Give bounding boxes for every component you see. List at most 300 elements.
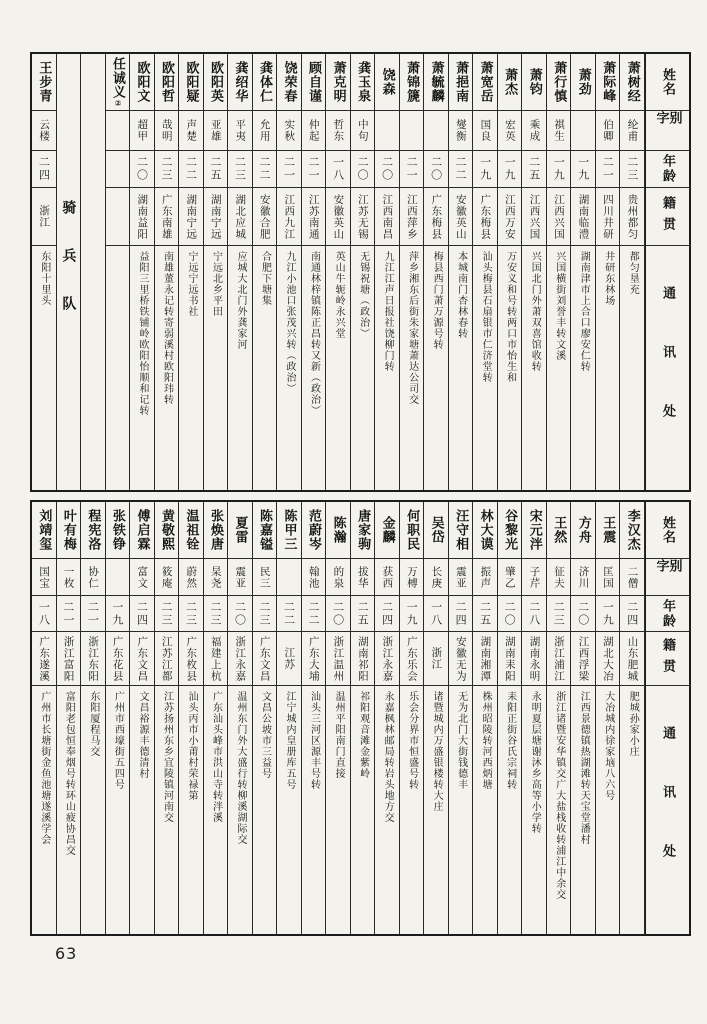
person-name-text: 何职民	[404, 509, 420, 551]
native-place: 湖南宁远	[179, 188, 203, 246]
contact-address: 本城南门杏林春转	[455, 251, 467, 339]
person-name	[302, 54, 326, 111]
courtesy-name: 宏英	[498, 111, 522, 151]
courtesy-name: 民三	[253, 559, 277, 596]
contact-address	[106, 246, 130, 490]
age-value: 二一	[400, 151, 424, 188]
native-place: 浙江永嘉	[375, 632, 399, 686]
person-name-text: 张焕唐	[207, 509, 223, 551]
header-address-label: 通讯处	[660, 726, 675, 903]
person-column	[130, 54, 155, 490]
person-name	[351, 54, 375, 111]
age-value: 二四	[375, 596, 399, 632]
courtesy-name: 一枚	[57, 559, 81, 596]
contact-address: 株州昭陵转河西炳塘	[480, 691, 492, 790]
native-place: 广东枚县	[179, 632, 203, 686]
header-address-label: 通讯处	[660, 286, 675, 463]
person-name-text: 范蔚岑	[306, 509, 322, 551]
native-place: 山东肥城	[620, 632, 644, 686]
person-name	[498, 54, 522, 111]
courtesy-name: 实秋	[277, 111, 301, 151]
native-place: 湖南宁远	[204, 188, 228, 246]
person-column	[326, 502, 351, 934]
native-place: 江西万安	[498, 188, 522, 246]
person-column	[81, 54, 106, 490]
contact-address: 浙江诸暨安华镇交广大盐栈收转浦江中余交	[553, 691, 565, 900]
contact-address: 南通林梓镇陈正昌转又新（政治）	[308, 251, 320, 416]
age-value: 二五	[522, 151, 546, 188]
person-column	[375, 502, 400, 934]
courtesy-name: 纶甫	[620, 111, 644, 151]
courtesy-name: 云楼	[32, 111, 56, 151]
age-value: 二〇	[228, 596, 252, 632]
person-name	[620, 54, 644, 111]
courtesy-name: 匡国	[596, 559, 620, 596]
person-name-text: 宋元泮	[526, 509, 542, 551]
contact-address: 耒阳正街谷氏宗祠转	[504, 691, 516, 790]
person-name-text: 傅启霖	[134, 509, 150, 551]
person-column	[179, 502, 204, 934]
person-name-text: 龚体仁	[257, 61, 273, 103]
person-column	[351, 54, 376, 490]
courtesy-name: 国良	[473, 111, 497, 151]
person-column	[253, 502, 278, 934]
person-name	[522, 54, 546, 111]
contact-address: 宁远北乡平田	[210, 251, 222, 317]
person-name-text: 任诚义	[109, 56, 125, 99]
courtesy-name: 协仁	[81, 559, 105, 596]
courtesy-name	[375, 111, 399, 151]
age-value: 二四	[130, 596, 154, 632]
courtesy-name: 哲东	[326, 111, 350, 151]
person-name-text: 萧杰	[502, 68, 518, 96]
age-value: 二二	[449, 151, 473, 188]
person-name-text: 张铁铮	[109, 509, 125, 551]
native-place: 福建上杭	[204, 632, 228, 686]
contact-address: 乐会分界市恒盛号转	[406, 691, 418, 790]
person-column	[81, 502, 106, 934]
age-value: 二三	[547, 596, 571, 632]
contact-address: 汕头丙市小莆村荣禄第	[185, 691, 197, 801]
contact-address: 江苏扬州东乡宜陵镇河南交	[161, 691, 173, 823]
person-name-text: 欧阳哲	[158, 61, 174, 103]
age-value: 一九	[547, 151, 571, 188]
person-name	[400, 502, 424, 559]
person-name	[32, 502, 56, 559]
person-column	[571, 502, 596, 934]
contact-address: 祁阳观音滩金紫岭	[357, 691, 369, 779]
contact-address: 广东汕头峰市洪山寺转泮溪	[210, 691, 222, 823]
person-name	[204, 54, 228, 111]
native-place: 安徽合肥	[253, 188, 277, 246]
contact-address: 东阳十里头	[38, 251, 50, 306]
person-column	[277, 502, 302, 934]
age-value: 二三	[228, 151, 252, 188]
header-native-place-label: 籍贯	[646, 632, 689, 686]
person-name-text: 萧树经	[624, 61, 640, 103]
native-place	[106, 188, 130, 246]
person-name-text: 温祖铨	[183, 509, 199, 551]
person-name-text: 萧钧	[526, 68, 542, 96]
person-name-text: 程宪洛	[85, 509, 101, 551]
person-name-text: 萧宽岳	[477, 61, 493, 103]
contact-address: 温州东门外大盛行转柳溪湖际交	[235, 691, 246, 845]
person-name	[449, 54, 473, 111]
person-column	[400, 502, 425, 934]
person-column	[326, 54, 351, 490]
person-name	[449, 502, 473, 559]
person-name-text: 龚绍华	[232, 61, 248, 103]
person-name	[424, 54, 448, 111]
contact-address: 梅县西门萧万源号转	[431, 251, 443, 350]
person-name	[375, 502, 399, 559]
courtesy-name: 拔华	[351, 559, 375, 596]
person-name-text: 夏雷	[232, 516, 248, 544]
contact-address: 汕头梅县石扇银市仁济堂转	[480, 251, 492, 383]
age-value: 二一	[277, 151, 301, 188]
courtesy-name: 国宝	[32, 559, 56, 596]
person-name	[253, 54, 277, 111]
field-header-column	[645, 54, 689, 490]
age-value: 一九	[473, 151, 497, 188]
native-place: 广东乐会	[400, 632, 424, 686]
person-name-text: 叶有梅	[60, 509, 76, 551]
person-column	[571, 54, 596, 490]
age-value: 二〇	[351, 151, 375, 188]
person-name-text: 刘靖玺	[36, 509, 52, 551]
person-name	[571, 502, 595, 559]
person-column	[473, 54, 498, 490]
person-name	[473, 502, 497, 559]
person-name-text: 黄敬熙	[158, 509, 174, 551]
native-place: 江西九江	[277, 188, 301, 246]
age-value: 二五	[351, 596, 375, 632]
header-age-label: 年龄	[646, 151, 689, 188]
native-place: 湖北应城	[228, 188, 252, 246]
native-place: 广东文昌	[130, 632, 154, 686]
courtesy-name: 富文	[130, 559, 154, 596]
courtesy-name: 济川	[571, 559, 595, 596]
contact-address: 文昌公坡市三益号	[259, 691, 271, 779]
contact-address: 永嘉枫林邮局转岩头地方交	[382, 691, 394, 823]
contact-address: 广州市西壕街五四号	[112, 691, 124, 790]
native-place: 浙江富阳	[57, 632, 81, 686]
courtesy-name: 的泉	[326, 559, 350, 596]
person-name	[571, 54, 595, 111]
person-name	[228, 54, 252, 111]
courtesy-name: 翰池	[302, 559, 326, 596]
person-name-text: 陈嘉镒	[257, 509, 273, 551]
person-name-text: 萧毓麟	[428, 61, 444, 103]
person-column	[351, 502, 376, 934]
age-value: 一八	[32, 596, 56, 632]
age-value: 二一	[302, 151, 326, 188]
contact-address: 东阳厦程马交	[87, 691, 99, 757]
person-column	[620, 502, 645, 934]
native-place: 安徽英山	[449, 188, 473, 246]
native-place: 浙江浦江	[547, 632, 571, 686]
section-label: 骑兵队	[60, 200, 77, 344]
person-name-text: 金麟	[379, 516, 395, 544]
person-name-text: 龚玉泉	[355, 61, 371, 103]
age-value: 二三	[155, 151, 179, 188]
contact-address: 英山牛轭岭永兴堂	[333, 251, 345, 339]
courtesy-name: 征夫	[547, 559, 571, 596]
person-name	[228, 502, 252, 559]
person-name-text: 陈瀚	[330, 516, 346, 544]
age-value: 二〇	[375, 151, 399, 188]
person-column	[106, 502, 131, 934]
native-place: 江西兴国	[547, 188, 571, 246]
person-name	[547, 54, 571, 111]
person-name-text: 谷黎光	[502, 509, 518, 551]
contact-address: 井研东林场	[602, 251, 614, 306]
header-courtesy-name-label: 别字	[646, 111, 689, 151]
contact-address: 富阳老包恒奉烟号转环山疲协昌交	[63, 691, 75, 856]
person-name	[277, 54, 301, 111]
contact-address: 兴国北门外萧双喜馆收转	[529, 251, 541, 372]
age-value: 二〇	[130, 151, 154, 188]
contact-address: 九江小池口张茂兴转（政治）	[284, 251, 296, 394]
footnote-marker: ②	[113, 98, 123, 108]
person-name-text: 汪守相	[453, 509, 469, 551]
person-name-text: 萧锦篪	[404, 61, 420, 103]
person-column	[253, 54, 278, 490]
person-name-text: 萧劲	[575, 68, 591, 96]
person-column	[547, 502, 572, 934]
courtesy-name: 哉明	[155, 111, 179, 151]
person-name-text: 方舟	[575, 516, 591, 544]
courtesy-name: 平夷	[228, 111, 252, 151]
contact-address: 大冶城内徐家垴八六号	[602, 691, 614, 801]
native-place: 广东大埔	[302, 632, 326, 686]
age-value: 一九	[400, 596, 424, 632]
courtesy-name: 声楚	[179, 111, 203, 151]
person-name	[32, 54, 56, 111]
native-place: 安徽无为	[449, 632, 473, 686]
native-place: 广东南雄	[155, 188, 179, 246]
person-name	[498, 502, 522, 559]
person-column	[130, 502, 155, 934]
courtesy-name	[106, 111, 130, 151]
person-name-text: 萧挹南	[453, 61, 469, 103]
native-place: 江西萍乡	[400, 188, 424, 246]
person-column	[547, 54, 572, 490]
native-place: 浙江永嘉	[228, 632, 252, 686]
person-column	[620, 54, 645, 490]
person-name	[424, 502, 448, 559]
person-name-text: 吴岱	[428, 516, 444, 544]
native-place: 浙江温州	[326, 632, 350, 686]
person-column	[57, 502, 82, 934]
courtesy-name: 震亚	[449, 559, 473, 596]
courtesy-name	[424, 111, 448, 151]
person-name	[57, 502, 81, 559]
native-place: 江苏江都	[155, 632, 179, 686]
person-column	[522, 54, 547, 490]
age-value: 二五	[473, 596, 497, 632]
native-place: 广东梅县	[473, 188, 497, 246]
person-name-text: 王震	[600, 516, 616, 544]
contact-address: 兴国横街刘誉丰转文溪	[553, 251, 565, 361]
roster-table-lower	[30, 500, 691, 936]
person-column	[424, 502, 449, 934]
contact-address: 九江江声日报社饶柳门转	[382, 251, 394, 372]
person-name	[375, 54, 399, 111]
native-place: 江苏	[277, 632, 301, 686]
person-name	[277, 502, 301, 559]
native-place: 湖南益阳	[130, 188, 154, 246]
contact-address: 文昌裕源丰德清村	[136, 691, 148, 779]
courtesy-name: 蔚然	[179, 559, 203, 596]
native-place: 贵州都匀	[620, 188, 644, 246]
age-value	[106, 151, 130, 188]
age-value: 一九	[498, 151, 522, 188]
person-name-text: 林大谟	[477, 509, 493, 551]
courtesy-name: 筱庵	[155, 559, 179, 596]
age-value: 二五	[204, 151, 228, 188]
age-value: 二四	[620, 596, 644, 632]
age-value: 二〇	[498, 596, 522, 632]
person-name	[106, 54, 130, 111]
person-name	[620, 502, 644, 559]
person-name	[596, 502, 620, 559]
header-name-label: 姓名	[646, 502, 689, 559]
person-name-text: 饶森	[379, 68, 395, 96]
contact-address: 湖南津市上合口廖安仁转	[578, 251, 590, 372]
courtesy-name: 震亚	[228, 559, 252, 596]
person-name-text: 饶荣春	[281, 61, 297, 103]
header-name-label: 姓名	[646, 54, 689, 111]
native-place: 四川井研	[596, 188, 620, 246]
person-name	[179, 54, 203, 111]
contact-address: 诸暨城内万盛银楼转大庄	[431, 691, 443, 812]
person-name-text: 唐家驹	[355, 509, 371, 551]
native-place: 江西南昌	[375, 188, 399, 246]
age-value: 二一	[57, 596, 81, 632]
age-value: 一九	[571, 151, 595, 188]
page-number: 63	[55, 944, 78, 963]
person-name	[204, 502, 228, 559]
field-header-column	[645, 502, 689, 934]
age-value: 二〇	[326, 596, 350, 632]
person-name-text: 王然	[551, 516, 567, 544]
person-column	[155, 54, 180, 490]
person-column	[449, 54, 474, 490]
courtesy-name: 中句	[351, 111, 375, 151]
age-value: 二二	[179, 151, 203, 188]
person-name-text: 萧行慎	[551, 61, 567, 103]
courtesy-name: 仲起	[302, 111, 326, 151]
person-column	[155, 502, 180, 934]
courtesy-name: 获西	[375, 559, 399, 596]
age-value: 一九	[106, 596, 130, 632]
contact-address: 温州平阳南门直接	[333, 691, 345, 779]
person-column	[106, 54, 131, 490]
native-place: 浙江	[32, 188, 56, 246]
section-label	[81, 54, 105, 490]
courtesy-name	[571, 111, 595, 151]
courtesy-name: 肇乙	[498, 559, 522, 596]
person-name-text: 陈甲三	[281, 509, 297, 551]
courtesy-name: 长庚	[424, 559, 448, 596]
courtesy-name: 祺生	[547, 111, 571, 151]
native-place: 湖南临澧	[571, 188, 595, 246]
age-value: 二三	[253, 596, 277, 632]
native-place: 江苏南通	[302, 188, 326, 246]
person-name	[253, 502, 277, 559]
courtesy-name: 万榑	[400, 559, 424, 596]
roster-table-upper	[30, 52, 691, 492]
age-value: 二一	[81, 596, 105, 632]
person-column	[498, 54, 523, 490]
person-column	[179, 54, 204, 490]
age-value: 二八	[522, 596, 546, 632]
person-name	[155, 502, 179, 559]
contact-address: 合肥下塘集	[259, 251, 271, 306]
contact-address: 江宁城内皇册库五号	[284, 691, 296, 790]
age-value: 一九	[596, 596, 620, 632]
contact-address: 永明夏层塘谢沐乡高等小学转	[529, 691, 541, 834]
contact-address: 宁远宁远书社	[185, 251, 197, 317]
native-place: 江西浮梁	[571, 632, 595, 686]
courtesy-name: 杲尧	[204, 559, 228, 596]
person-column	[473, 502, 498, 934]
person-name-text: 欧阳疑	[183, 61, 199, 103]
person-column	[522, 502, 547, 934]
person-column	[228, 502, 253, 934]
age-value: 一八	[424, 596, 448, 632]
person-name	[326, 502, 350, 559]
contact-address: 汕头三河区源丰号转	[308, 691, 320, 790]
person-column	[204, 502, 229, 934]
age-value: 二二	[302, 596, 326, 632]
person-column	[302, 502, 327, 934]
header-courtesy-name-label: 别字	[646, 559, 689, 596]
age-value: 二三	[620, 151, 644, 188]
contact-address: 广州市长塘街金鱼池塘遂溪学会	[38, 691, 50, 845]
person-column	[375, 54, 400, 490]
native-place: 湖南耒阳	[498, 632, 522, 686]
age-value: 一八	[326, 151, 350, 188]
header-age-label: 年龄	[646, 596, 689, 632]
person-name	[400, 54, 424, 111]
person-column	[596, 502, 621, 934]
age-value: 二三	[155, 596, 179, 632]
courtesy-name: 亚雄	[204, 111, 228, 151]
person-name	[81, 502, 105, 559]
person-column	[277, 54, 302, 490]
person-name	[155, 54, 179, 111]
native-place: 浙江东阳	[81, 632, 105, 686]
person-column	[302, 54, 327, 490]
person-column	[32, 502, 57, 934]
age-value: 二二	[277, 596, 301, 632]
person-column	[596, 54, 621, 490]
contact-address: 肥城孙家小庄	[627, 691, 639, 757]
native-place: 浙江	[424, 632, 448, 686]
courtesy-name: 燮衡	[449, 111, 473, 151]
header-native-place-label: 籍贯	[646, 188, 689, 246]
age-value: 二一	[596, 151, 620, 188]
age-value: 二三	[179, 596, 203, 632]
native-place: 湖北大冶	[596, 632, 620, 686]
age-value: 二四	[449, 596, 473, 632]
native-place: 江西兴国	[522, 188, 546, 246]
courtesy-name	[106, 559, 130, 596]
contact-address: 万安义和号转两口市怡生和	[504, 251, 516, 383]
age-value: 二四	[32, 151, 56, 188]
